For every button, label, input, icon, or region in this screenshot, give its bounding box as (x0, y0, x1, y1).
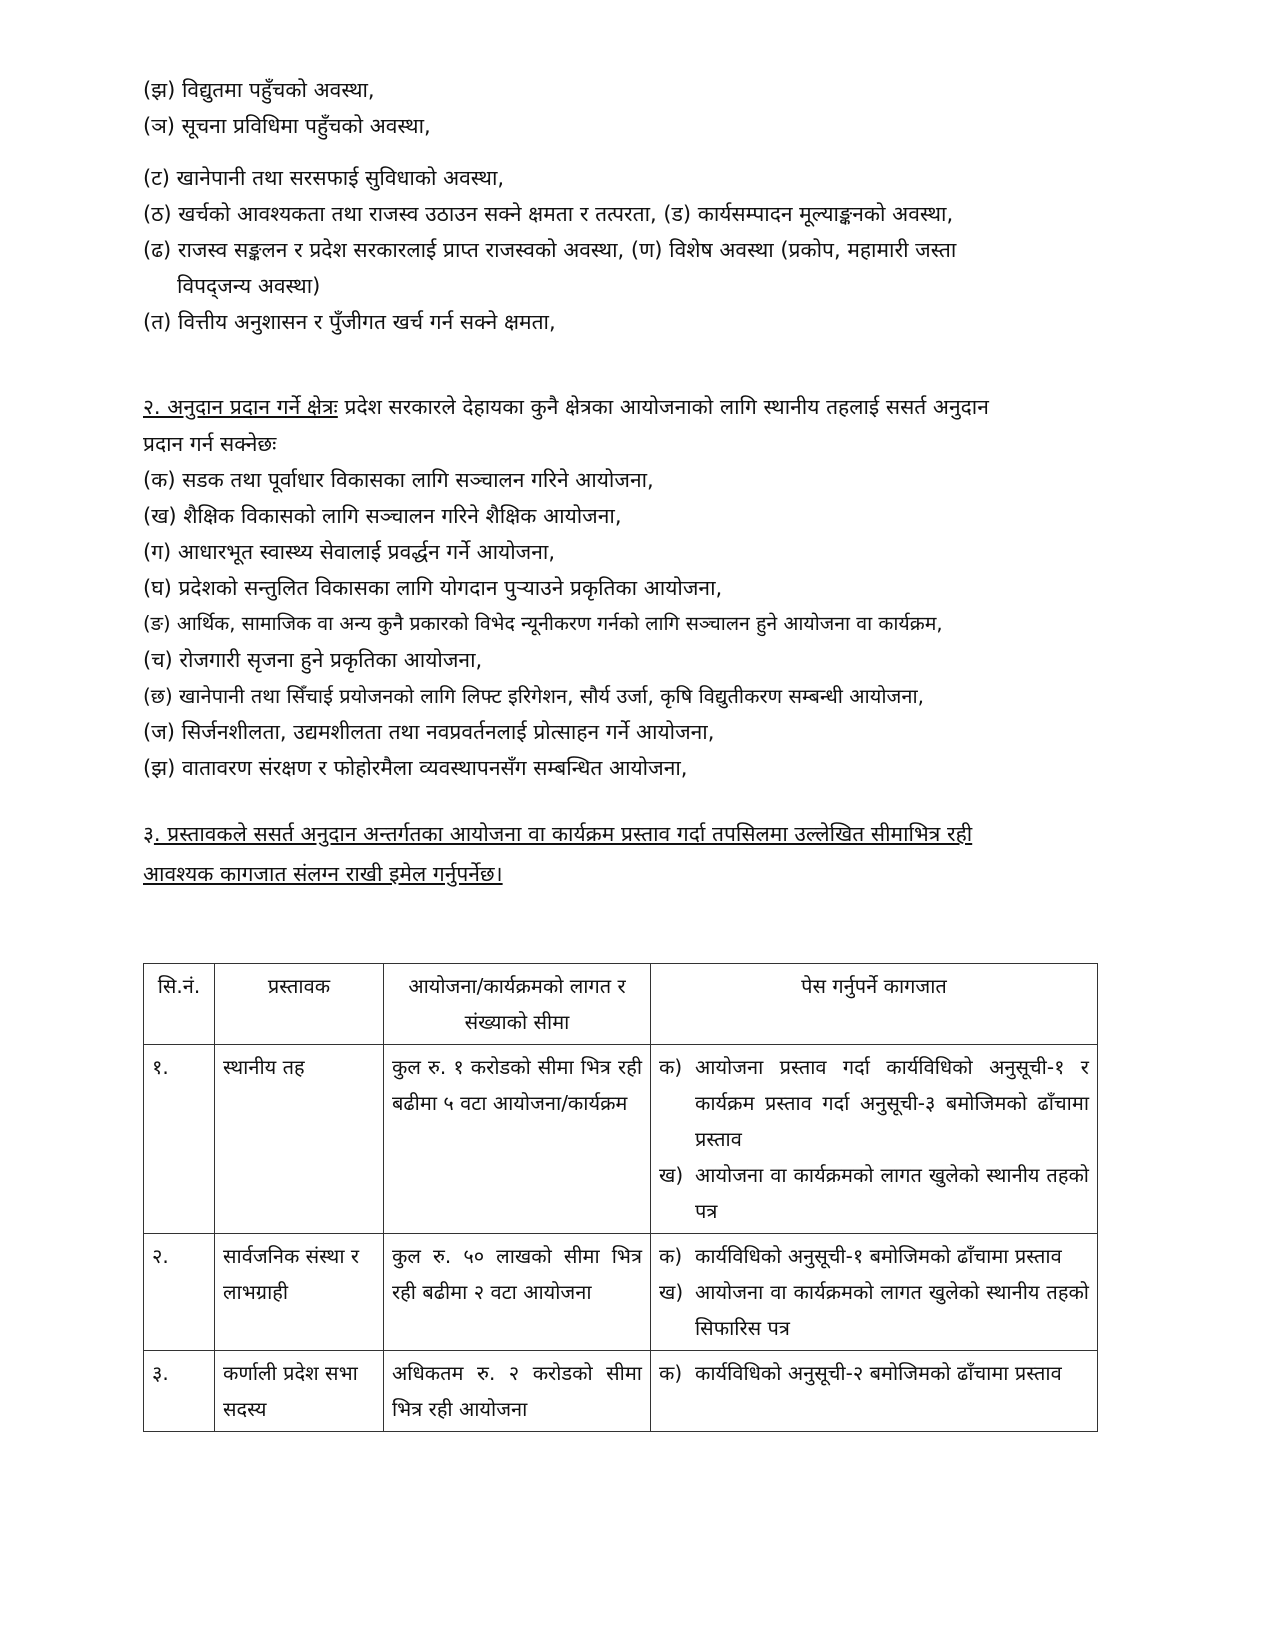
document-item (659, 1355, 1089, 1391)
item-marker: (ख) (143, 504, 177, 528)
item-text: सिर्जनशीलता, उद्यमशीलता तथा नवप्रवर्तनलाई प्रोत्साहन गर्ने आयोजना, (181, 720, 715, 744)
criteria-list (143, 72, 1118, 340)
document-page (143, 72, 1118, 894)
list-item (143, 678, 1118, 714)
document-item (659, 1274, 1089, 1346)
table-header-row (144, 964, 1098, 1045)
doc-marker: क) (659, 1244, 683, 1268)
list-item (143, 108, 1118, 144)
header-sn: सि.नं. (144, 964, 215, 1045)
section-3-heading (143, 814, 1118, 854)
table-row (144, 1351, 1098, 1432)
doc-text: आयोजना प्रस्ताव गर्दा कार्यविधिको अनुसूची-१ र कार्यक्रम प्रस्ताव गर्दा अनुसूची-३ बमोजिमको ढाँचामा प्रस्ताव (695, 1055, 1089, 1151)
section-2-intro-text: प्रदेश सरकारले देहायका कुनै क्षेत्रका आयोजनाको लागि स्थानीय तहलाई ससर्त अनुदान (344, 395, 989, 419)
list-item (143, 232, 1118, 268)
item-marker: (ट) (143, 166, 170, 190)
item-marker: (छ) (143, 684, 173, 708)
list-item (143, 196, 1118, 232)
list-item (143, 462, 1118, 498)
cell-sn: २. (144, 1234, 215, 1351)
item-text: प्रदेशको सन्तुलित विकासका लागि योगदान पुऱ्याउने प्रकृतिका आयोजना, (178, 576, 723, 600)
item-text: शैक्षिक विकासको लागि सञ्चालन गरिने शैक्षिक आयोजना, (183, 504, 622, 528)
list-item (143, 570, 1118, 606)
section-2-heading: २. अनुदान प्रदान गर्ने क्षेत्रः (143, 395, 338, 419)
document-item (659, 1049, 1089, 1157)
doc-text: कार्यविधिको अनुसूची-१ बमोजिमको ढाँचामा प्रस्ताव (695, 1244, 1062, 1268)
item-text: सडक तथा पूर्वाधार विकासका लागि सञ्चालन गरिने आयोजना, (182, 468, 654, 492)
item-text: विद्युतमा पहुँचको अवस्था, (181, 78, 375, 102)
item-text: सूचना प्रविधिमा पहुँचको अवस्था, (181, 114, 431, 138)
list-item (143, 606, 1118, 642)
list-item (143, 72, 1118, 108)
list-item (143, 750, 1118, 786)
doc-text: कार्यविधिको अनुसूची-२ बमोजिमको ढाँचामा प्रस्ताव (695, 1361, 1062, 1385)
cell-proposer: कर्णाली प्रदेश सभा सदस्य (215, 1351, 384, 1432)
item-marker: (क) (143, 468, 176, 492)
item-text: वित्तीय अनुशासन र पुँजीगत खर्च गर्न सक्ने क्षमता, (178, 310, 556, 334)
table-row (144, 1234, 1098, 1351)
doc-marker: क) (659, 1361, 683, 1385)
cell-sn: १. (144, 1045, 215, 1234)
cell-documents (651, 1351, 1098, 1432)
section-3-number: ३ (143, 822, 154, 846)
doc-marker: ख) (659, 1280, 684, 1304)
doc-marker: ख) (659, 1163, 684, 1187)
item-text: रोजगारी सृजना हुने प्रकृतिका आयोजना, (179, 648, 483, 672)
item-marker: (ज) (143, 720, 175, 744)
cell-proposer: सार्वजनिक संस्था र लाभग्राही (215, 1234, 384, 1351)
item-text: आधारभूत स्वास्थ्य सेवालाई प्रवर्द्धन गर्ने आयोजना, (177, 540, 556, 564)
doc-text: आयोजना वा कार्यक्रमको लागत खुलेको स्थानीय तहको सिफारिस पत्र (695, 1280, 1089, 1340)
item-marker: (घ) (143, 576, 172, 600)
header-proposer: प्रस्तावक (215, 964, 384, 1045)
cell-proposer: स्थानीय तह (215, 1045, 384, 1234)
section-2-intro (143, 388, 1118, 426)
item-text: खर्चको आवश्यकता तथा राजस्व उठाउन सक्ने क्षमता र तत्परता, (ड) कार्यसम्पादन मूल्याङ्कनको अवस्था, (178, 202, 954, 226)
item-text: राजस्व सङ्कलन र प्रदेश सरकारलाई प्राप्त राजस्वको अवस्था, (ण) विशेष अवस्था (प्रकोप, महामारी जस्ता (177, 238, 957, 262)
item-marker: (च) (143, 648, 173, 672)
doc-marker: क) (659, 1055, 683, 1079)
header-documents: पेस गर्नुपर्ने कागजात (651, 964, 1098, 1045)
document-item (659, 1238, 1089, 1274)
cell-documents (651, 1234, 1098, 1351)
item-marker: (ग) (143, 540, 172, 564)
list-item (143, 498, 1118, 534)
cell-sn: ३. (144, 1351, 215, 1432)
document-item (659, 1157, 1089, 1229)
item-text: खानेपानी तथा सरसफाई सुविधाको अवस्था, (176, 166, 505, 190)
section-2-intro-cont: प्रदान गर्न सक्नेछः (143, 432, 277, 456)
item-marker: (त) (143, 310, 172, 334)
doc-text: आयोजना वा कार्यक्रमको लागत खुलेको स्थानीय तहको पत्र (695, 1163, 1089, 1223)
header-limit: आयोजना/कार्यक्रमको लागत र संख्याको सीमा (384, 964, 651, 1045)
cell-limit: कुल रु. ५० लाखको सीमा भित्र रही बढीमा २ वटा आयोजना (384, 1234, 651, 1351)
list-item (143, 714, 1118, 750)
section-3-heading-cont: आवश्यक कागजात संलग्न राखी इमेल गर्नुपर्नेछ। (143, 862, 503, 886)
item-marker: (ठ) (143, 202, 172, 226)
cell-limit: अधिकतम रु. २ करोडको सीमा भित्र रही आयोजना (384, 1351, 651, 1432)
section-2 (143, 388, 1118, 786)
item-marker: (ञ) (143, 114, 175, 138)
cell-limit: कुल रु. १ करोडको सीमा भित्र रही बढीमा ५ वटा आयोजना/कार्यक्रम (384, 1045, 651, 1234)
item-text: आर्थिक, सामाजिक वा अन्य कुनै प्रकारको विभेद न्यूनीकरण गर्नको लागि सञ्चालन हुने आयोजना वा कार्यक्रम, (176, 612, 943, 635)
grant-table (143, 963, 1098, 1432)
table-row (144, 1045, 1098, 1234)
list-item (143, 304, 1118, 340)
item-marker: (झ) (143, 78, 176, 102)
cell-documents (651, 1045, 1098, 1234)
list-item (143, 534, 1118, 570)
item-marker: (ङ) (143, 612, 171, 635)
list-item (143, 642, 1118, 678)
list-item (143, 160, 1118, 196)
section-3 (143, 814, 1118, 894)
item-text: वातावरण संरक्षण र फोहोरमैला व्यवस्थापनसँग सम्बन्धित आयोजना, (181, 756, 688, 780)
item-marker: (झ) (143, 756, 176, 780)
list-item-continuation: विपद्जन्य अवस्था) (177, 274, 321, 298)
section-3-heading-text: . प्रस्तावकले ससर्त अनुदान अन्तर्गतका आयोजना वा कार्यक्रम प्रस्ताव गर्दा तपसिलमा उल्लेखित सीमाभित्र रही (153, 822, 973, 846)
item-text: खानेपानी तथा सिँचाई प्रयोजनको लागि लिफ्ट इरिगेशन, सौर्य उर्जा, कृषि विद्युतीकरण सम्बन्धी आयोजना, (179, 684, 924, 708)
item-marker: (ढ) (143, 238, 172, 262)
